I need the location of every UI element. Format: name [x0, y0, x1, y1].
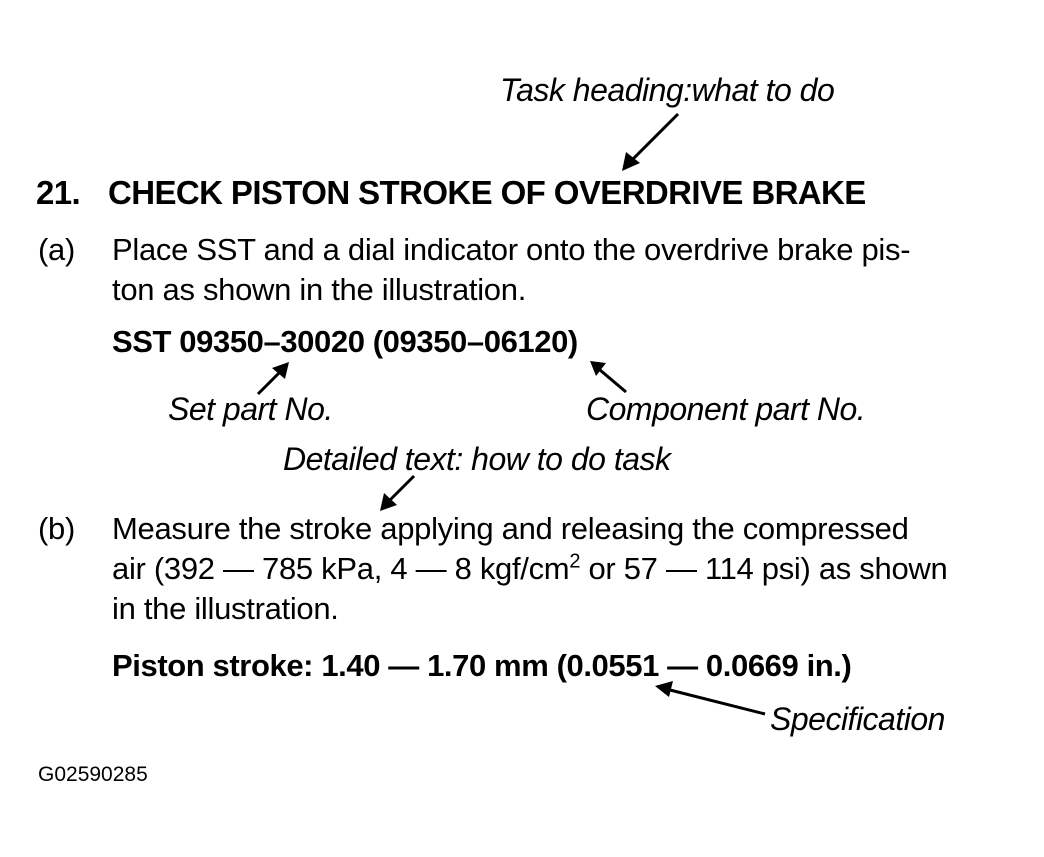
arrow-component-part [600, 370, 626, 392]
step-b-line-2-post: or 57 — 114 psi) as shown [580, 551, 948, 586]
step-a-label: (a) [38, 232, 75, 267]
arrow-set-part [258, 372, 280, 394]
piston-stroke-spec: Piston stroke: 1.40 — 1.70 mm (0.0551 — 0.0669 in.) [112, 648, 852, 683]
step-a-line-1: Place SST and a dial indicator onto the overdrive brake pis- [112, 232, 911, 267]
step-b-line-2-pre: air (392 — 785 kPa, 4 — 8 kgf/cm [112, 551, 570, 586]
arrow-detailed-text [390, 476, 414, 500]
superscript-2: 2 [569, 550, 581, 573]
annotation-component-part-no: Component part No. [586, 391, 866, 427]
arrow-specification [670, 690, 765, 714]
figure-id: G02590285 [38, 763, 148, 786]
step-b-label: (b) [38, 511, 75, 546]
sst-part-numbers: SST 09350–30020 (09350–06120) [112, 324, 578, 359]
annotation-specification: Specification [770, 701, 945, 737]
section-title: CHECK PISTON STROKE OF OVERDRIVE BRAKE [108, 174, 866, 211]
section-number: 21. [36, 174, 81, 211]
step-a-line-2: ton as shown in the illustration. [112, 272, 527, 307]
annotation-detailed-text: Detailed text: how to do task [283, 441, 671, 477]
arrowhead-specification [655, 681, 673, 697]
arrow-task-heading [632, 114, 678, 160]
annotation-task-heading: Task heading:what to do [500, 72, 835, 108]
step-b-line-3: in the illustration. [112, 591, 339, 626]
annotation-set-part-no: Set part No. [168, 391, 333, 427]
step-b-line-1: Measure the stroke applying and releasing the compressed [112, 511, 909, 546]
